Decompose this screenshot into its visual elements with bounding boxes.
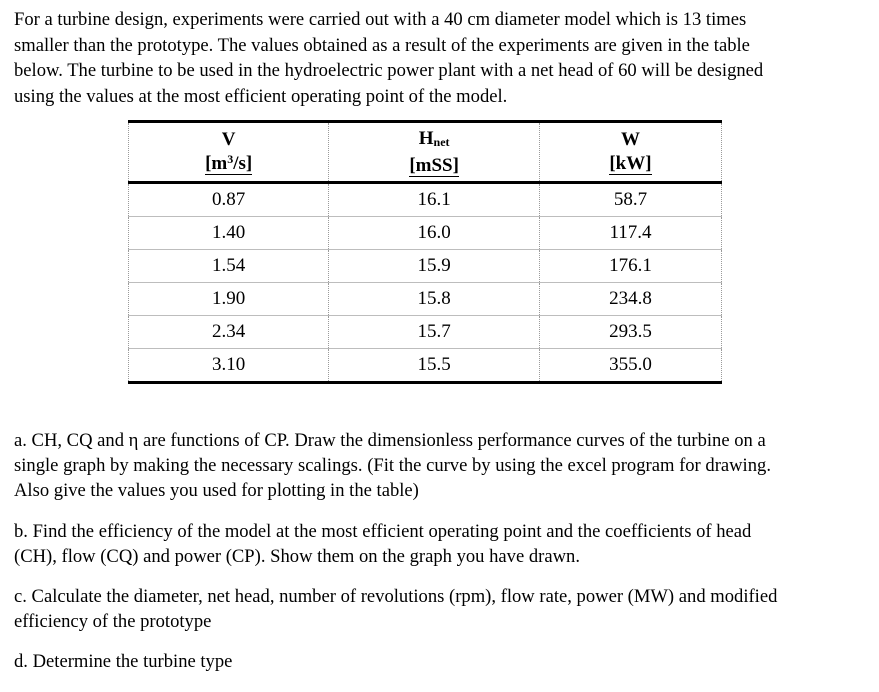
header-symbol: V	[221, 129, 236, 150]
table-row	[129, 183, 722, 217]
cell-head: 16.0	[329, 217, 540, 250]
cell-power: 355.0	[539, 349, 721, 383]
cell-flow: 1.54	[129, 250, 329, 283]
table-row	[129, 250, 722, 283]
question-line: efficiency of the prototype	[14, 611, 212, 632]
table-row	[129, 217, 722, 250]
experiment-data-table	[128, 120, 722, 384]
cell-head: 15.8	[329, 283, 540, 316]
intro-line: using the values at the most efficient operating point of the model.	[14, 85, 508, 107]
cell-head: 15.5	[329, 349, 540, 383]
table-row	[129, 316, 722, 349]
intro-line: smaller than the prototype. The values obtained as a result of the experiments are given in the table	[14, 34, 750, 56]
question-line: c. Calculate the diameter, net head, number of revolutions (rpm), flow rate, power (MW) and modified	[14, 586, 778, 607]
cell-flow: 2.34	[129, 316, 329, 349]
cell-head: 15.7	[329, 316, 540, 349]
header-unit: [mSS]	[409, 154, 459, 176]
question-b	[14, 519, 874, 569]
header-unit-part: /s]	[233, 153, 253, 174]
question-line: Also give the values you used for plotting in the table)	[14, 480, 419, 501]
cell-flow: 0.87	[129, 183, 329, 217]
cell-power: 176.1	[539, 250, 721, 283]
column-header-power	[539, 122, 721, 183]
cell-power: 117.4	[539, 217, 721, 250]
cell-head: 15.9	[329, 250, 540, 283]
header-unit: [kW]	[609, 153, 652, 174]
question-line: single graph by making the necessary scalings. (Fit the curve by using the excel program for drawing.	[14, 455, 771, 476]
cell-power: 58.7	[539, 183, 721, 217]
question-line: (CH), flow (CQ) and power (CP). Show them on the graph you have drawn.	[14, 546, 580, 567]
question-line: a. CH, CQ and η are functions of CP. Draw the dimensionless performance curves of the turbine on a	[14, 430, 766, 451]
header-symbol: H	[418, 127, 434, 149]
question-c	[14, 584, 874, 634]
table-header-row	[129, 122, 722, 183]
cell-flow: 1.40	[129, 217, 329, 250]
question-line: d. Determine the turbine type	[14, 651, 233, 672]
header-symbol: W	[620, 129, 640, 150]
cell-power: 234.8	[539, 283, 721, 316]
question-a	[14, 428, 874, 503]
header-unit	[205, 154, 252, 175]
cell-flow: 3.10	[129, 349, 329, 383]
cell-power: 293.5	[539, 316, 721, 349]
table-row	[129, 283, 722, 316]
intro-line: For a turbine design, experiments were carried out with a 40 cm diameter model which is 13 times	[14, 9, 747, 30]
column-header-head	[329, 122, 540, 183]
problem-statement	[14, 7, 874, 109]
header-subscript: net	[433, 134, 450, 149]
table-row	[129, 349, 722, 383]
cell-flow: 1.90	[129, 283, 329, 316]
cell-head: 16.1	[329, 183, 540, 217]
header-unit-part: [m	[205, 153, 228, 174]
intro-line: below. The turbine to be used in the hydroelectric power plant with a net head of 60 will be designed	[14, 60, 764, 81]
question-line: b. Find the efficiency of the model at the most efficient operating point and the coefficients of head	[14, 521, 752, 542]
column-header-flow	[129, 122, 329, 183]
question-d	[14, 649, 874, 674]
header-unit-sup: 3	[227, 152, 234, 166]
